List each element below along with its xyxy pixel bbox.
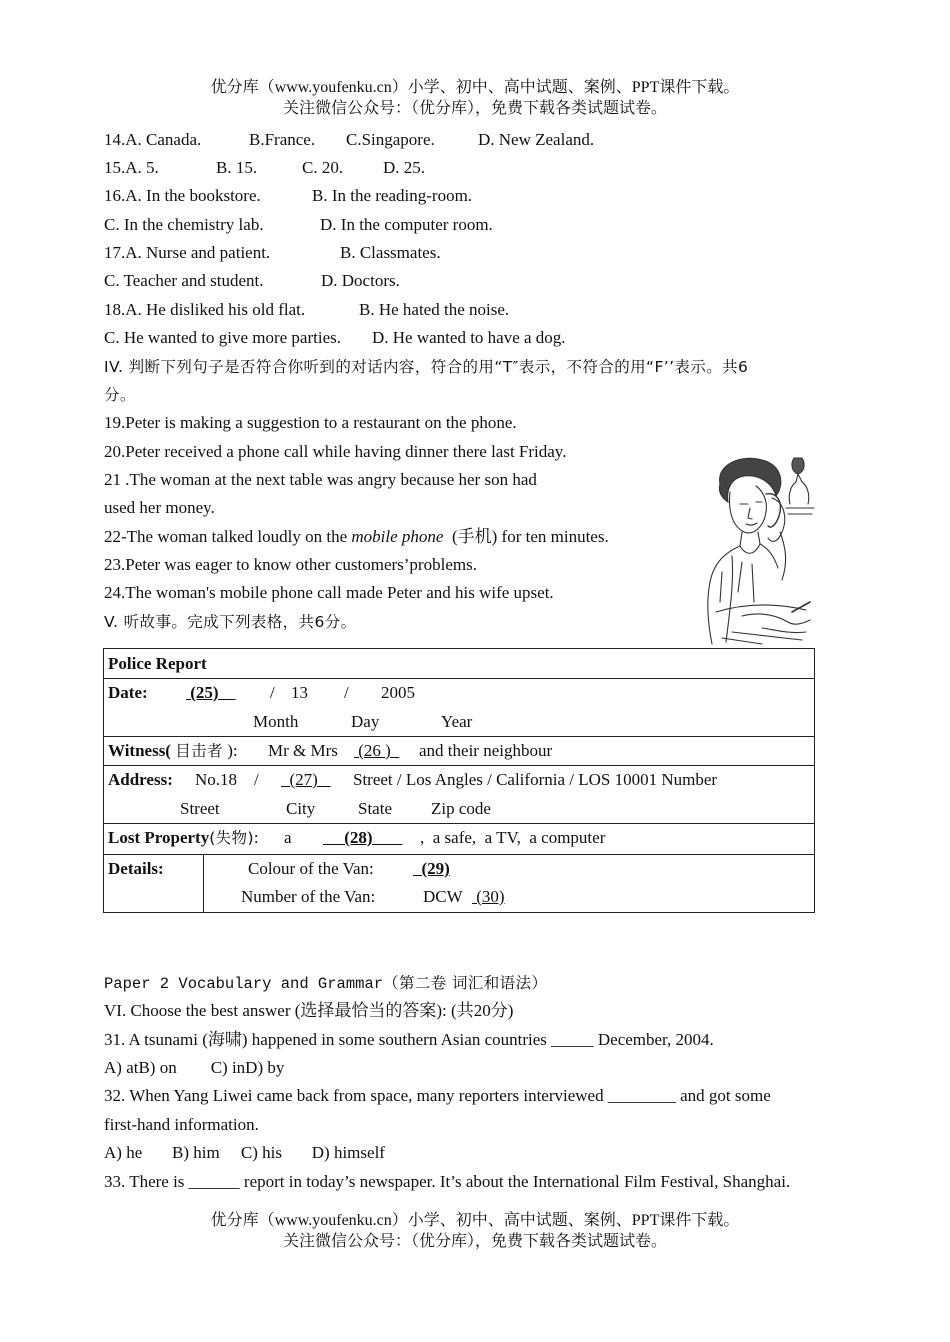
address-blank-27[interactable]: (27) [281,770,331,789]
section4-title-cont: 分。 [104,386,136,404]
colour-label: Colour of the Van: [248,859,374,878]
lost-blank-28[interactable]: (28) [323,828,403,847]
paper2-title: Paper 2 Vocabulary and Grammar（第二卷 词汇和语法） [104,974,548,993]
lost-property-label: Lost Property(失物): [108,828,259,847]
question-31: 31. A tsunami (海啸) happened in some southern Asian countries _____ December, 2004. [104,1030,714,1049]
address-number: No.18 [195,770,238,789]
statement-23: 23.Peter was eager to know other customers’problems. [104,555,477,574]
page-footer-line1: 优分库（www.youfenku.cn）小学、初中、高中试题、案例、PPT课件下载。 [210,1212,740,1229]
section5-title: V. 听故事。完成下列表格，共6分。 [104,613,357,631]
lost-article: a [284,828,292,847]
section6-title: VI. Choose the best answer (选择最恰当的答案): (共20分) [104,1001,514,1020]
report-title: Police Report [108,654,207,673]
details-label: Details: [108,859,164,878]
witness-after: and their neighbour [419,741,553,760]
label-zip-code: Zip code [431,799,491,818]
question-16-line2: C. In the chemistry lab. D. In the computer room. [104,215,493,234]
witness-text: Mr & Mrs [268,741,338,760]
address-label: Address: [108,770,173,789]
lost-rest: , a safe, a TV, a computer [420,828,606,847]
label-day: Day [351,712,380,731]
question-33: 33. There is ______ report in today’s newspaper. It’s about the International Film Festival, Shanghai. [104,1172,791,1191]
label-month: Month [253,712,299,731]
question-14: 14.A. Canada. B.France. C.Singapore. D. New Zealand. [104,130,595,149]
statement-20: 20.Peter received a phone call while having dinner there last Friday. [104,442,567,461]
colour-blank-29[interactable]: (29) [413,859,450,878]
page-header-line1: 优分库（www.youfenku.cn）小学、初中、高中试题、案例、PPT课件下载。 [210,79,740,96]
date-year-value: 2005 [381,683,415,702]
statement-22: 22-The woman talked loudly on the mobile phone (手机) for ten minutes. [104,527,609,546]
question-17-line1: 17.A. Nurse and patient. B. Classmates. [104,243,441,262]
number-blank-30[interactable]: (30) [472,887,505,906]
question-17-line2: C. Teacher and student. D. Doctors. [104,271,400,290]
page-header-line2: 关注微信公众号：（优分库），免费下载各类试题试卷。 [282,100,667,117]
address-separator: / [254,770,259,789]
date-label: Date: [108,683,148,702]
question-32-options: A) he B) him C) his D) himself [104,1143,385,1162]
label-state: State [358,799,392,818]
statement-19: 19.Peter is making a suggestion to a restaurant on the phone. [104,413,517,432]
question-32-cont: first-hand information. [104,1115,259,1134]
statement-21: 21 .The woman at the next table was angry because her son had [104,470,537,489]
question-18-line1: 18.A. He disliked his old flat. B. He hated the noise. [104,300,510,319]
woman-on-phone-illustration [702,452,820,648]
question-31-options: A) atB) on C) inD) by [104,1058,285,1077]
question-32: 32. When Yang Liwei came back from space, many reporters interviewed ________ and got some [104,1086,771,1105]
page-footer-line2: 关注微信公众号：（优分库），免费下载各类试题试卷。 [282,1233,667,1250]
label-year: Year [441,712,473,731]
date-separator: / [344,683,349,702]
date-separator: / [270,683,275,702]
label-city: City [286,799,316,818]
number-label: Number of the Van: [241,887,376,906]
address-rest: Street / Los Angles / California / LOS 10001 Number [353,770,718,789]
witness-blank-26[interactable]: (26 ) [354,741,400,760]
police-report-table [103,648,815,913]
question-15: 15.A. 5. B. 15. C. 20. D. 25. [104,158,426,177]
witness-row: Witness( 目击者 ): [108,741,238,760]
section4-title: IV. 判断下列句子是否符合你听到的对话内容，符合的用“T″表示，不符合的用“F’’表示。共6 [104,358,749,376]
date-day-value: 13 [291,683,308,702]
statement-21-cont: used her money. [104,498,215,517]
date-blank-25[interactable]: (25) [186,683,236,702]
mobile-phone-term: mobile phone [351,527,444,546]
number-prefix: DCW [423,887,463,906]
statement-24: 24.The woman's mobile phone call made Peter and his wife upset. [104,583,554,602]
label-street: Street [180,799,220,818]
question-18-line2: C. He wanted to give more parties. D. He wanted to have a dog. [104,328,566,347]
question-16-line1: 16.A. In the bookstore. B. In the reading-room. [104,186,473,205]
